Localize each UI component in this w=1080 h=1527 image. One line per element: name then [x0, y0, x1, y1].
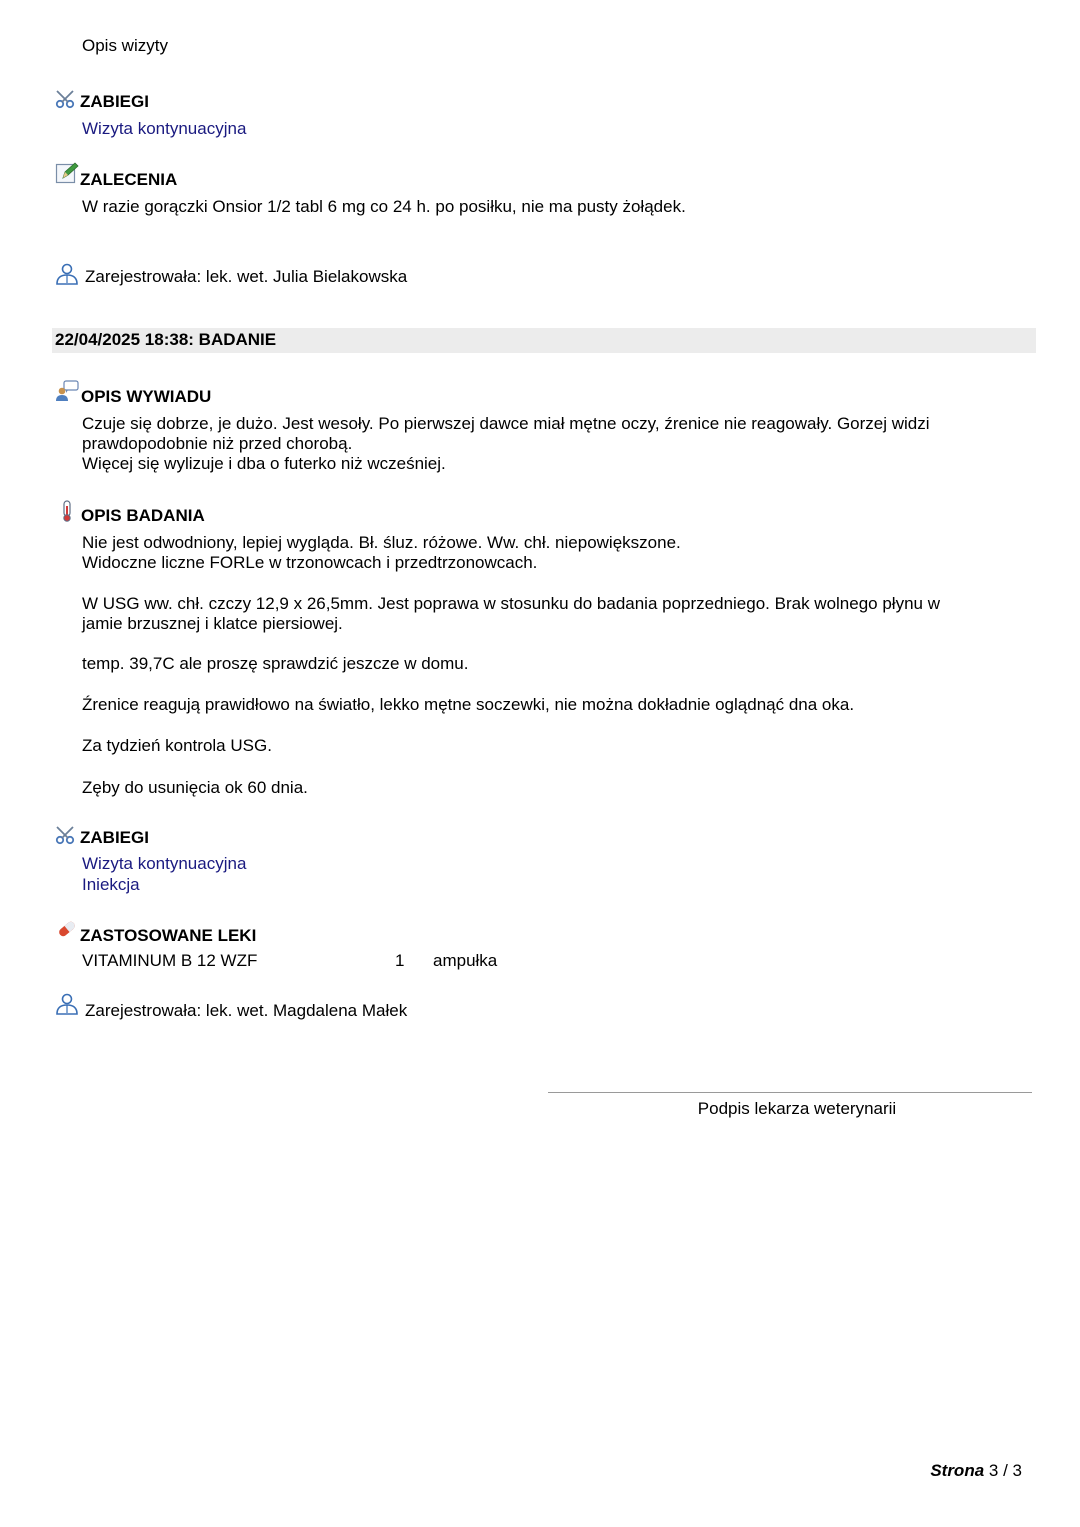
- recommendations-text: W razie gorączki Onsior 1/2 tabl 6 mg co 24 h. po posiłku, nie ma pusty żołądek.: [82, 197, 686, 216]
- recommendations-header: ZALECENIA: [80, 170, 178, 189]
- page-number: [930, 1461, 1022, 1481]
- thermometer-icon: [55, 500, 79, 522]
- exam-line: Widoczne liczne FORLe w trzonowcach i przedtrzonowcach.: [82, 553, 538, 572]
- exam-line: Za tydzień kontrola USG.: [82, 736, 272, 755]
- exam-line: Źrenice reagują prawidłowo na światło, lekko mętne soczewki, nie można dokładnie oglądnąć dna oka.: [82, 695, 855, 714]
- page-word: Strona: [930, 1461, 985, 1480]
- visit-title: 22/04/2025 18:38: BADANIE: [55, 330, 277, 349]
- page-current: 3: [988, 1461, 999, 1480]
- procedure-item: Wizyta kontynuacyjna: [82, 854, 247, 873]
- drug-unit: ampułka: [433, 951, 498, 970]
- drugs-header: ZASTOSOWANE LEKI: [80, 926, 257, 945]
- exam-line: jamie brzusznej i klatce piersiowej.: [82, 614, 343, 633]
- edit-note-icon: [55, 162, 79, 184]
- exam-line: W USG ww. chł. czczy 12,9 x 26,5mm. Jest poprawa w stosunku do badania poprzedniego. Brak wolnego płynu w: [82, 594, 940, 613]
- interview-icon: [55, 380, 79, 402]
- signature-line: [548, 1092, 1032, 1093]
- interview-line: Więcej się wylizuje i dba o futerko niż wcześniej.: [82, 454, 446, 473]
- drug-quantity: 1: [395, 951, 405, 970]
- procedures-header: ZABIEGI: [80, 828, 149, 847]
- scissors-icon: [55, 825, 79, 847]
- visit-header-band: [52, 328, 1036, 353]
- visit-description-label: Opis wizyty: [82, 36, 168, 55]
- doctor-icon: [55, 263, 79, 285]
- exam-header: OPIS BADANIA: [81, 506, 205, 525]
- signature-label: Podpis lekarza weterynarii: [697, 1099, 897, 1118]
- pill-icon: [55, 918, 79, 940]
- interview-line: prawdopodobnie niż przed chorobą.: [82, 434, 353, 453]
- procedure-item: Wizyta kontynuacyjna: [82, 119, 247, 138]
- scissors-icon: [55, 89, 79, 111]
- interview-line: Czuje się dobrze, je dużo. Jest wesoły. Po pierwszej dawce miał mętne oczy, źrenice nie reagowały. Gorzej widzi: [82, 414, 930, 433]
- drug-name: VITAMINUM B 12 WZF: [82, 951, 258, 970]
- registered-by: Zarejestrowała: lek. wet. Magdalena Małek: [85, 1001, 408, 1020]
- exam-line: temp. 39,7C ale proszę sprawdzić jeszcze w domu.: [82, 654, 469, 673]
- exam-line: Nie jest odwodniony, lepiej wygląda. Bł. śluz. różowe. Ww. chł. niepowiększone.: [82, 533, 681, 552]
- doctor-icon: [55, 993, 79, 1015]
- procedure-item: Iniekcja: [82, 875, 140, 894]
- registered-by: Zarejestrowała: lek. wet. Julia Bielakowska: [85, 267, 408, 286]
- exam-line: Zęby do usunięcia ok 60 dnia.: [82, 778, 308, 797]
- interview-header: OPIS WYWIADU: [81, 387, 212, 406]
- procedures-header: ZABIEGI: [80, 92, 149, 111]
- page-total: / 3: [1003, 1461, 1022, 1480]
